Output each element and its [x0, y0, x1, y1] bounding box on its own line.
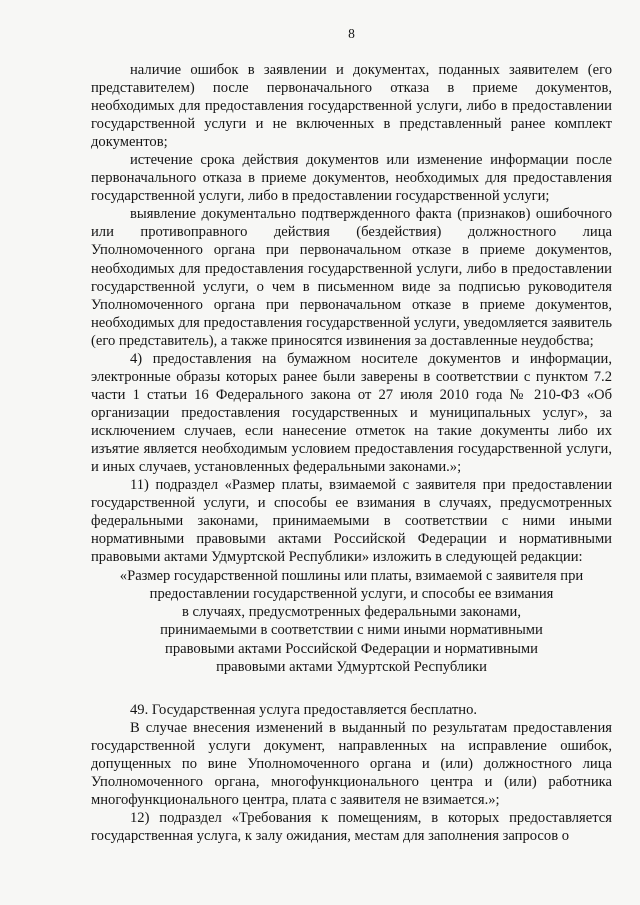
paragraph: 12) подраздел «Требования к помещениям, в которых предоставляется государственная услуга, к залу ожидания, местам для заполнения запросов о	[91, 809, 612, 844]
heading-line: предоставлении государственной услуги, и способы ее взимания	[149, 586, 554, 603]
paragraph: наличие ошибок в заявлении и документах, поданных заявителем (его представителем) после первоначального отказа в приеме документов, необходимых для предоставления государственной услуги, либо в предоставлении государственной услуги и не включенных в представленный ранее комплект документов;	[91, 62, 612, 151]
paragraph: истечение срока действия документов или изменение информации после первоначального отказа в приеме документов, необходимых для предоставления государственной услуги, либо в предоставлении государственной услуги;	[91, 152, 612, 205]
paragraph: 49. Государственная услуга предоставляется бесплатно.	[130, 701, 478, 718]
section-heading	[91, 567, 612, 675]
paragraph: В случае внесения изменений в выданный по результатам предоставления государственной услуги документ, направленных на исправление ошибок, допущенных по вине Уполномоченного органа и (или) должностного лица Уполномоченного органа, многофункционального центра и (или) работника многофункционального центра, плата с заявителя не взимается.»;	[91, 719, 612, 808]
paragraph: выявление документально подтвержденного факта (признаков) ошибочного или противоправного действия (бездействия) должностного лица Уполномоченного органа при первоначальном отказе в приеме документов, необходимых для предоставления государственной услуги, либо в предоставлении государственной услуги, о чем в письменном виде за подписью руководителя Уполномоченного органа при первоначальном отказе в приеме документов, необходимых для предоставления государственной услуги, уведомляется заявитель (его представитель), а также приносятся извинения за доставленные неудобства;	[91, 206, 612, 349]
document-body	[91, 61, 612, 845]
heading-line: «Размер государственной пошлины или платы, взимаемой с заявителя при	[119, 568, 584, 585]
paragraph: 11) подраздел «Размер платы, взимаемой с заявителя при предоставлении государственной услуги, и способы ее взимания в случаях, предусмотренных федеральными законами, принимаемыми в соответствии с ними иными нормативными правовыми актами Российской Федерации и нормативными правовыми актами Удмуртской Республики» изложить в следующей редакции:	[91, 477, 612, 566]
heading-line: в случаях, предусмотренных федеральными законами,	[181, 604, 521, 621]
page-number: 8	[348, 26, 355, 41]
spacer	[91, 676, 612, 701]
heading-line: правовыми актами Удмуртской Республики	[216, 658, 487, 675]
heading-line: принимаемыми в соответствии с ними иными нормативными	[160, 622, 543, 639]
heading-line: правовыми актами Российской Федерации и нормативными	[165, 640, 538, 657]
paragraph: 4) предоставления на бумажном носителе документов и информации, электронные образы которых ранее были заверены в соответствии с пунктом 7.2 части 1 статьи 16 Федерального закона от 27 июля 2010 года № 210-ФЗ «Об организации предоставления государственных и муниципальных услуг», за исключением случаев, если нанесение отметок на такие документы либо их изъятие является необходимым условием предоставления государственной услуги, и иных случаев, установленных федеральными законами.»;	[91, 350, 612, 476]
